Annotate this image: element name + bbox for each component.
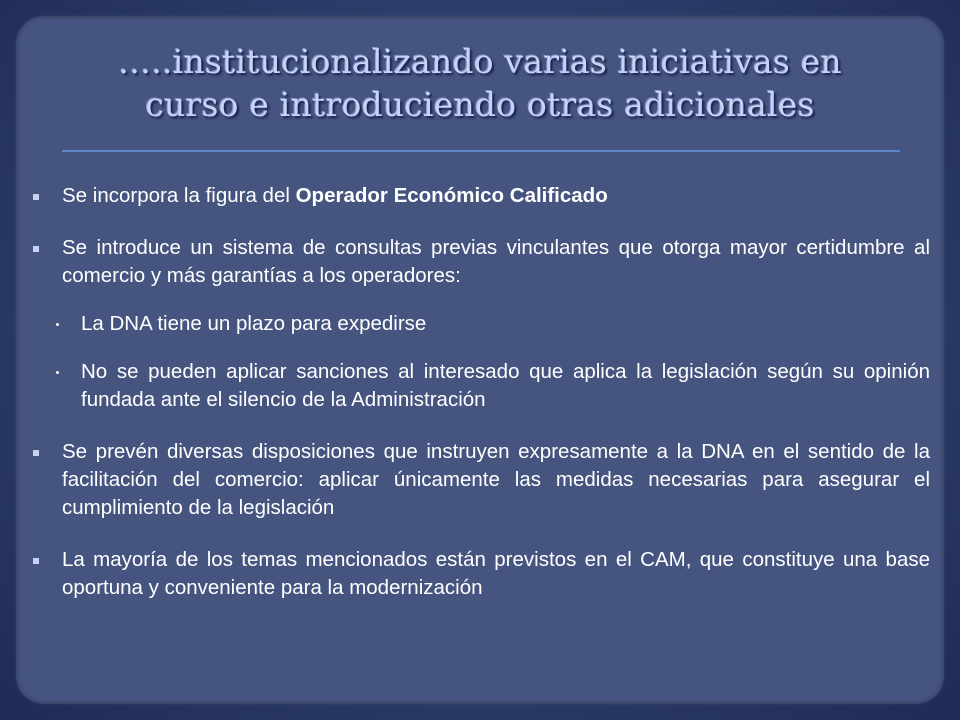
title-divider	[62, 150, 900, 152]
sub-bullet-text: La DNA tiene un plazo para expedirse	[81, 312, 427, 335]
slide-title-line-2: curso e introduciendo otras adicionales	[145, 85, 815, 124]
bullet-text: La mayoría de los temas mencionados están previstos en el CAM, que constituye una base oportuna y conveniente para la modernización	[62, 548, 930, 599]
bullet-text: Se introduce un sistema de consultas previas vinculantes que otorga mayor certidumbre al comercio y más garantías a los operadores:	[62, 236, 930, 287]
spacer	[32, 338, 930, 358]
slide-title	[60, 40, 900, 126]
slide-body	[32, 182, 930, 602]
square-bullet-icon	[33, 450, 39, 456]
spacer	[32, 414, 930, 438]
bullet-item	[32, 234, 930, 290]
bullet-bold-text: Operador Económico Calificado	[295, 184, 608, 207]
sub-bullet-item	[32, 358, 930, 414]
bullet-item	[32, 438, 930, 522]
sub-bullet-item	[32, 310, 930, 338]
sub-bullet-text: No se pueden aplicar sanciones al interesado que aplica la legislación según su opinión fundada ante el silencio de la Administración	[81, 360, 930, 411]
spacer	[32, 210, 930, 234]
bullet-text: Se prevén diversas disposiciones que instruyen expresamente a la DNA en el sentido de la facilitación del comercio: aplicar únicamente las medidas necesarias para asegurar el cumplimiento de la legislación	[62, 440, 930, 519]
dot-bullet-icon	[56, 371, 59, 374]
square-bullet-icon	[33, 558, 39, 564]
square-bullet-icon	[33, 246, 39, 252]
bullet-text: Se incorpora la figura del	[62, 184, 296, 207]
slide-title-line-1: …..institucionalizando varias iniciativas en	[118, 42, 842, 81]
dot-bullet-icon	[56, 323, 59, 326]
bullet-item	[32, 182, 930, 210]
spacer	[32, 522, 930, 546]
spacer	[32, 290, 930, 310]
square-bullet-icon	[33, 194, 39, 200]
bullet-item	[32, 546, 930, 602]
